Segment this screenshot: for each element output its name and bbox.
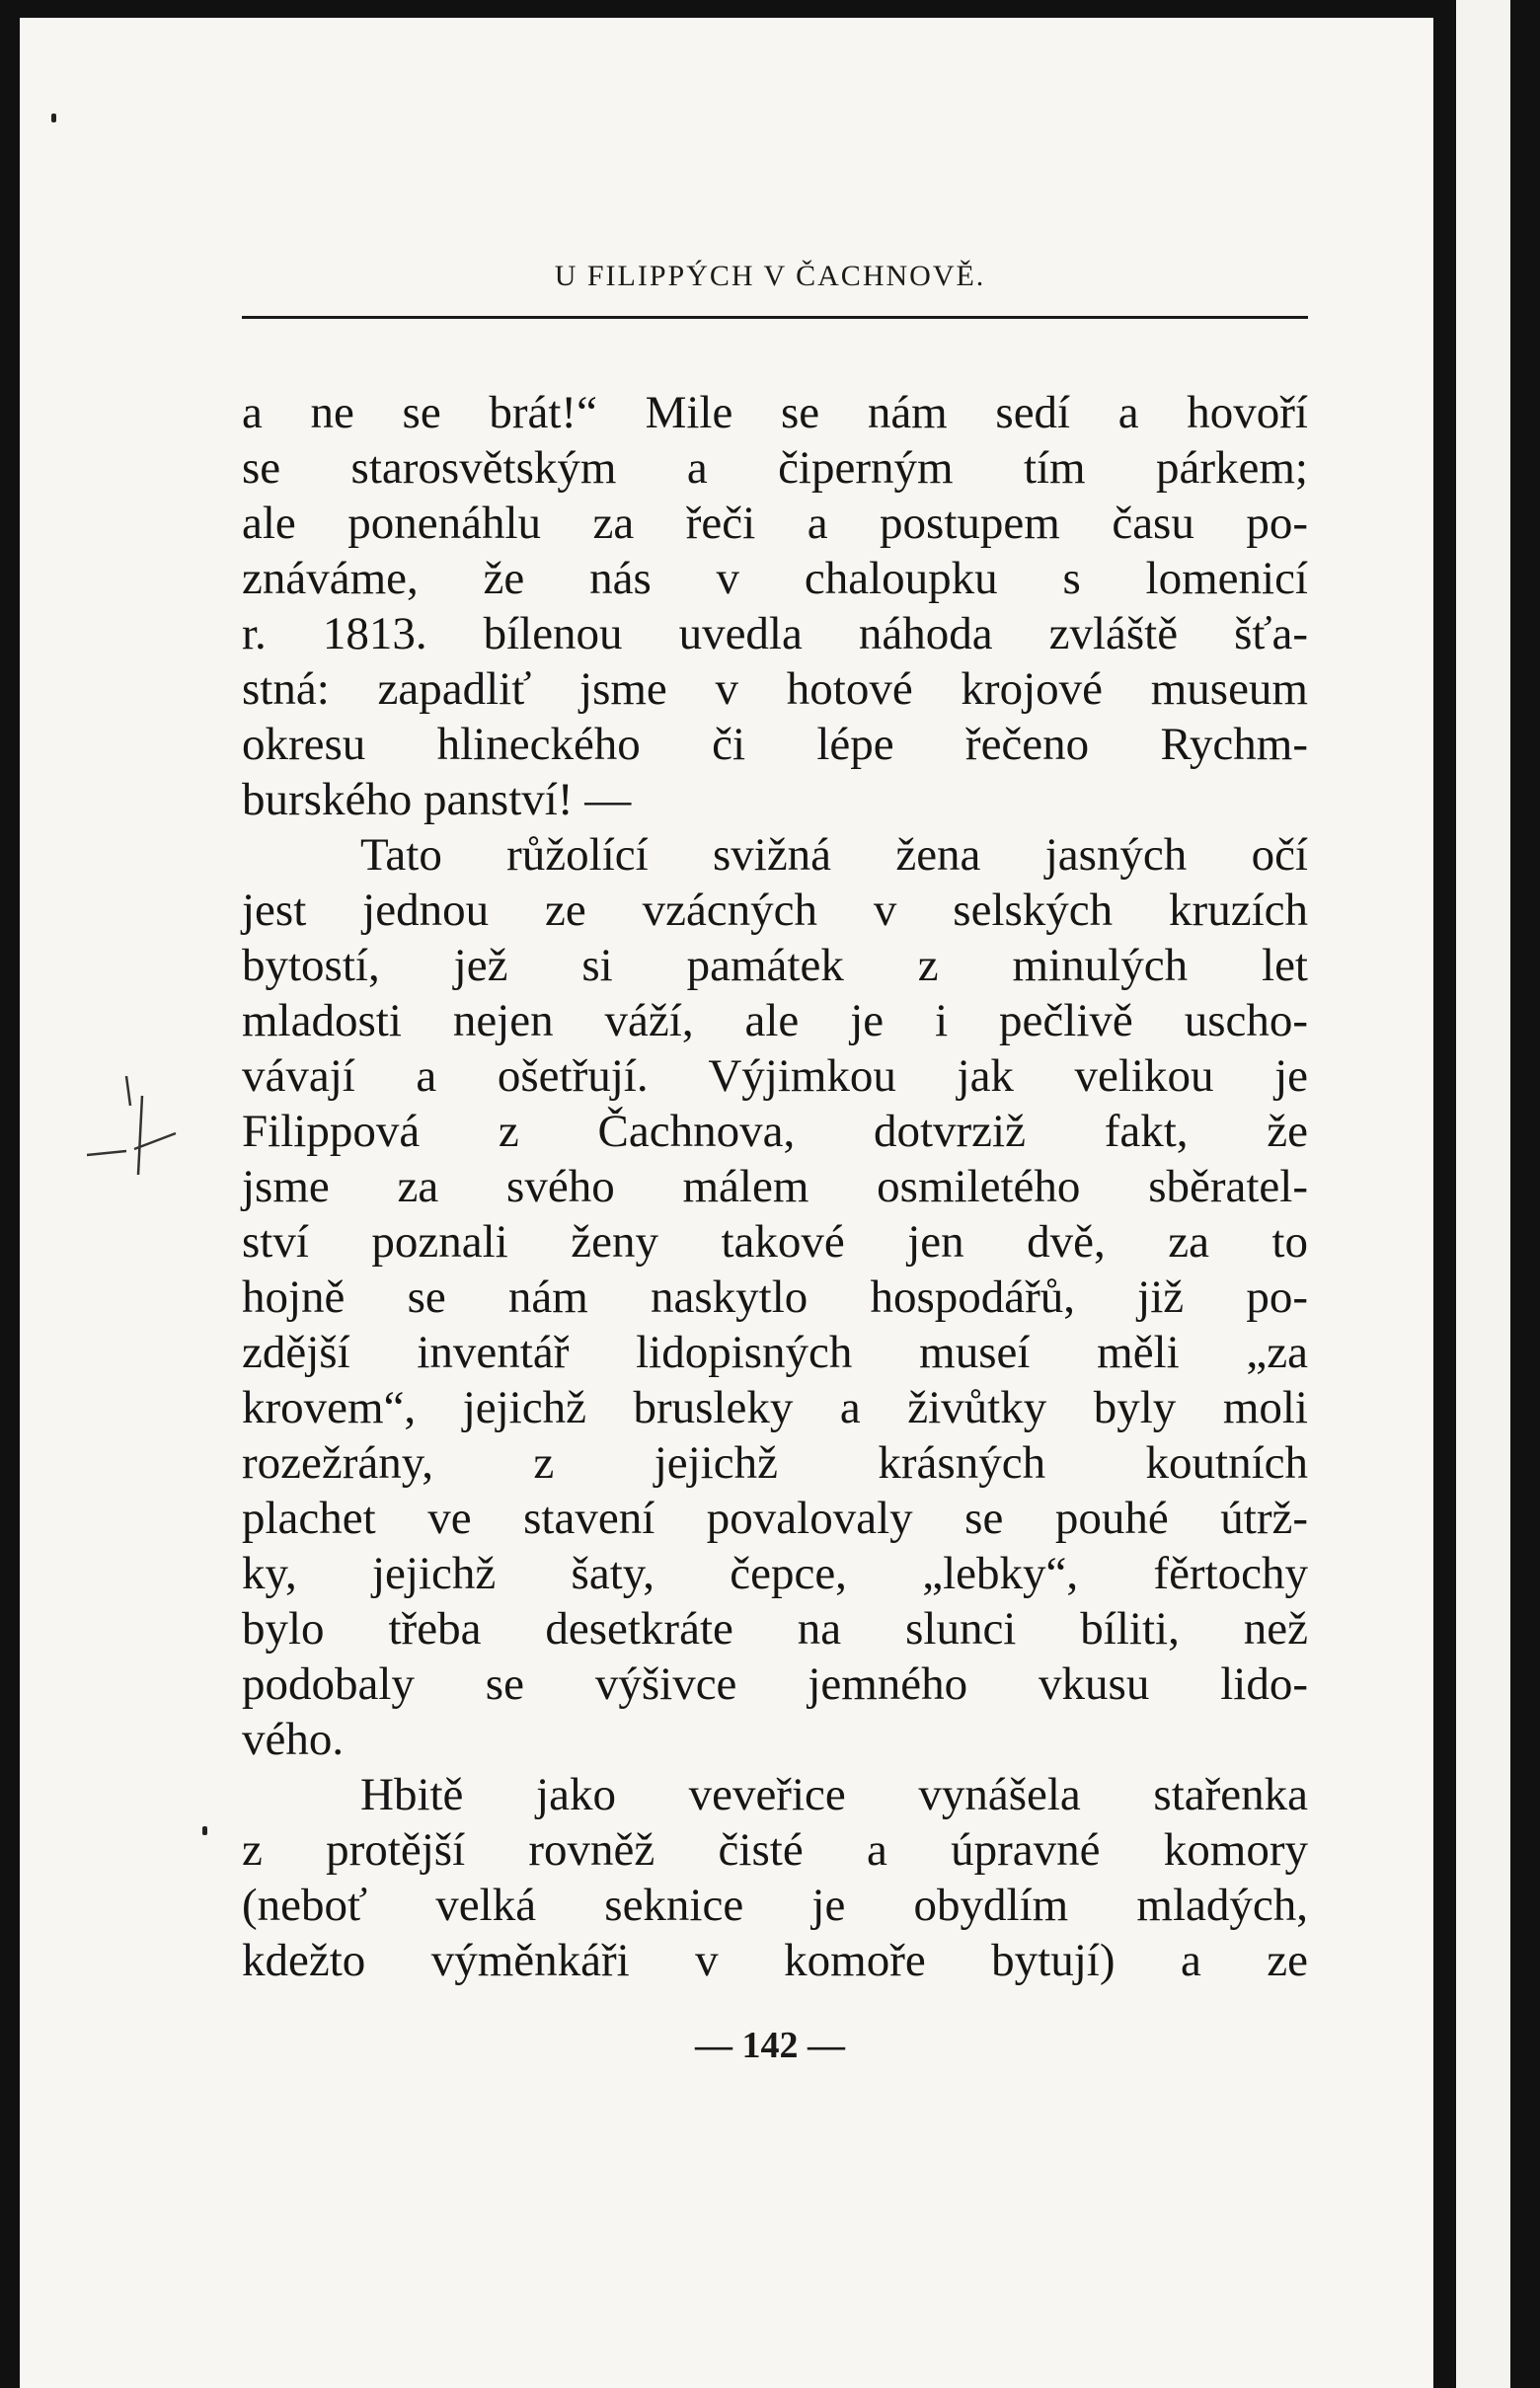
text-line: bytostí, jež si památek z minulých let	[242, 940, 1308, 991]
page-number: — 142 —	[695, 2025, 845, 2066]
running-header: U FILIPPÝCH V ČACHNOVĚ.	[554, 260, 986, 292]
text-line: stná: zapadliť jsme v hotové krojové museum	[242, 663, 1308, 715]
pencil-cross-mark-icon	[87, 1076, 186, 1175]
text-line: zdější inventář lidopisných museí měli „za	[242, 1327, 1308, 1378]
paragraph-start-line: Tato růžolící svižná žena jasných očí	[360, 829, 1308, 881]
text-line: kdežto výměnkáři v komoře bytují) a ze	[242, 1935, 1308, 1986]
text-line: krovem“, jejichž brusleky a živůtky byly moli	[242, 1382, 1308, 1433]
text-line: se starosvětským a čiperným tím párkem;	[242, 442, 1308, 494]
text-line: ale ponenáhlu za řeči a postupem času po-	[242, 498, 1308, 549]
text-line: burského panství! —	[242, 774, 632, 825]
text-line: vávají a ošetřují. Výjimkou jak velikou je	[242, 1050, 1308, 1102]
text-line: znáváme, že nás v chaloupku s lomenicí	[242, 553, 1308, 604]
text-line: vého.	[242, 1714, 345, 1765]
scan-speck	[202, 1826, 207, 1835]
text-line: podobaly se výšivce jemného vkusu lido-	[242, 1658, 1308, 1710]
text-line: bylo třeba desetkráte na slunci bíliti, než	[242, 1603, 1308, 1655]
text-line: okresu hlineckého či lépe řečeno Rychm-	[242, 719, 1308, 770]
text-line: jest jednou ze vzácných v selských kruzích	[242, 885, 1308, 936]
text-line: hojně se nám naskytlo hospodářů, již po-	[242, 1271, 1308, 1323]
text-line: r. 1813. bílenou uvedla náhoda zvláště šťa-	[242, 608, 1308, 659]
text-line: jsme za svého málem osmiletého sběratel-	[242, 1161, 1308, 1212]
text-line: z protější rovněž čisté a úpravné komory	[242, 1824, 1308, 1876]
text-line: (neboť velká seknice je obydlím mladých,	[242, 1880, 1308, 1931]
scan-speck	[51, 114, 56, 122]
body-text	[242, 385, 1308, 1988]
text-line: a ne se brát!“ Mile se nám sedí a hovoří	[242, 387, 1308, 438]
text-line: ky, jejichž šaty, čepce, „lebky“, fěrtochy	[242, 1548, 1308, 1599]
text-line: Filippová z Čachnova, dotvrziž fakt, že	[242, 1106, 1308, 1157]
text-line: rozežrány, z jejichž krásných koutních	[242, 1437, 1308, 1489]
paragraph-start-line: Hbitě jako veveřice vynášela stařenka	[360, 1769, 1308, 1820]
adjacent-page-edge	[1456, 0, 1510, 2388]
text-line: plachet ve stavení povalovaly se pouhé útrž-	[242, 1493, 1308, 1544]
header-rule	[242, 316, 1308, 319]
text-line: ství poznali ženy takové jen dvě, za to	[242, 1216, 1308, 1268]
text-line: mladosti nejen váží, ale je i pečlivě uscho-	[242, 995, 1308, 1046]
